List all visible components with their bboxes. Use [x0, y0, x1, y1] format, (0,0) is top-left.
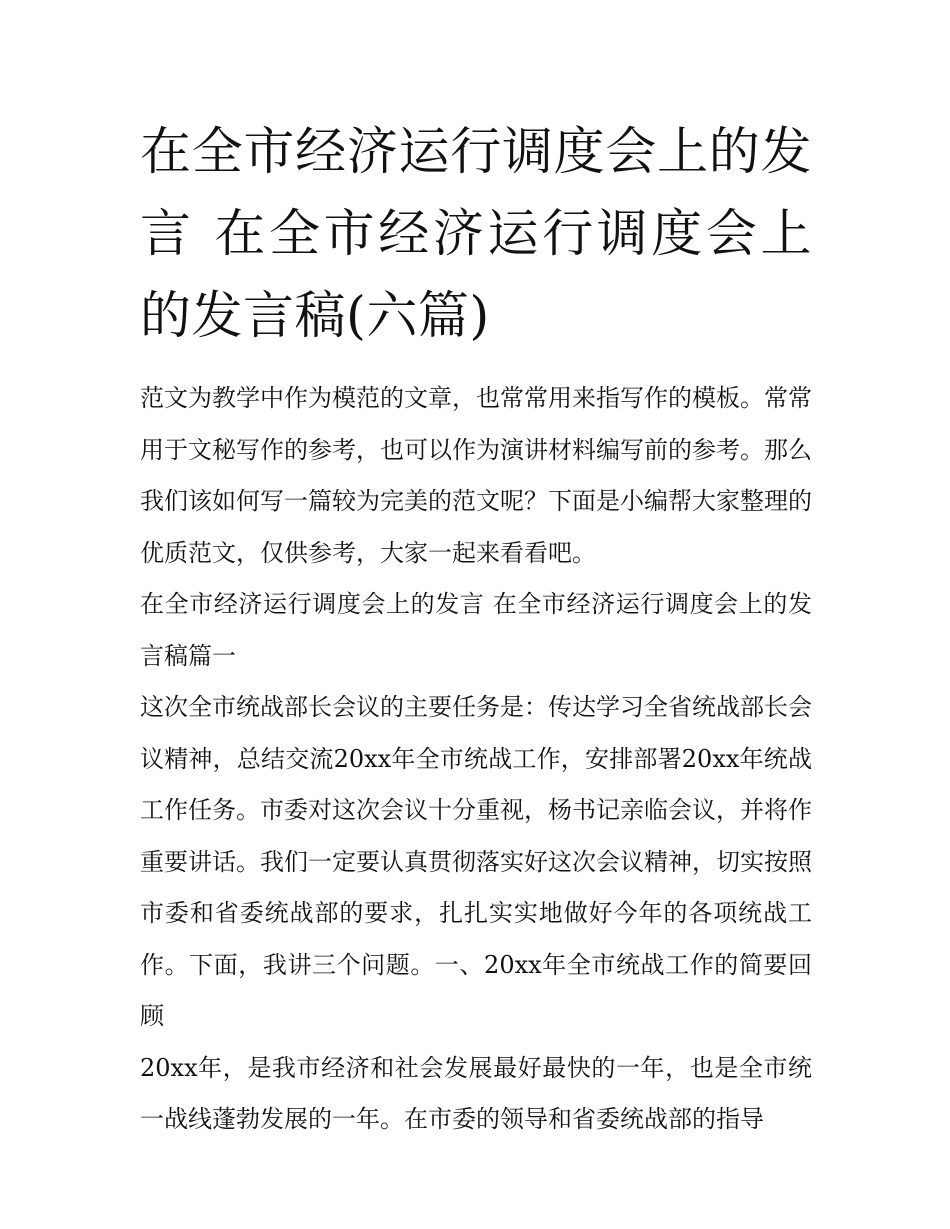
document-title: 在全市经济运行调度会上的发言 在全市经济运行调度会上的发言稿(六篇) [140, 123, 812, 346]
body-paragraph: 这次全市统战部长会议的主要任务是：传达学习全省统战部长会议精神，总结交流20xx年全市统战工作，安排部署20xx年统战工作任务。市委对这次会议十分重视，杨书记亲临会议，并将作重要讲话。我们一定要认真贯彻落实好这次会议精神，切实按照市委和省委统战部的要求，扎扎实实地做好今年的各项统战工作。下面，我讲三个问题。一、20xx年全市统战工作的简要回顾 [140, 693, 812, 1030]
intro-paragraph: 范文为教学中作为模范的文章，也常常用来指写作的模板。常常用于文秘写作的参考，也可以作为演讲材料编写前的参考。那么我们该如何写一篇较为完美的范文呢？下面是小编帮大家整理的优质范文，仅供参考，大家一起来看看吧。 [140, 384, 812, 567]
section-heading: 在全市经济运行调度会上的发言 在全市经济运行调度会上的发言稿篇一 [140, 590, 812, 670]
document-page [140, 112, 812, 1146]
body-paragraph: 20xx年，是我市经济和社会发展最好最快的一年，也是全市统一战线蓬勃发展的一年。在市委的领导和省委统战部的指导 [140, 1053, 812, 1133]
